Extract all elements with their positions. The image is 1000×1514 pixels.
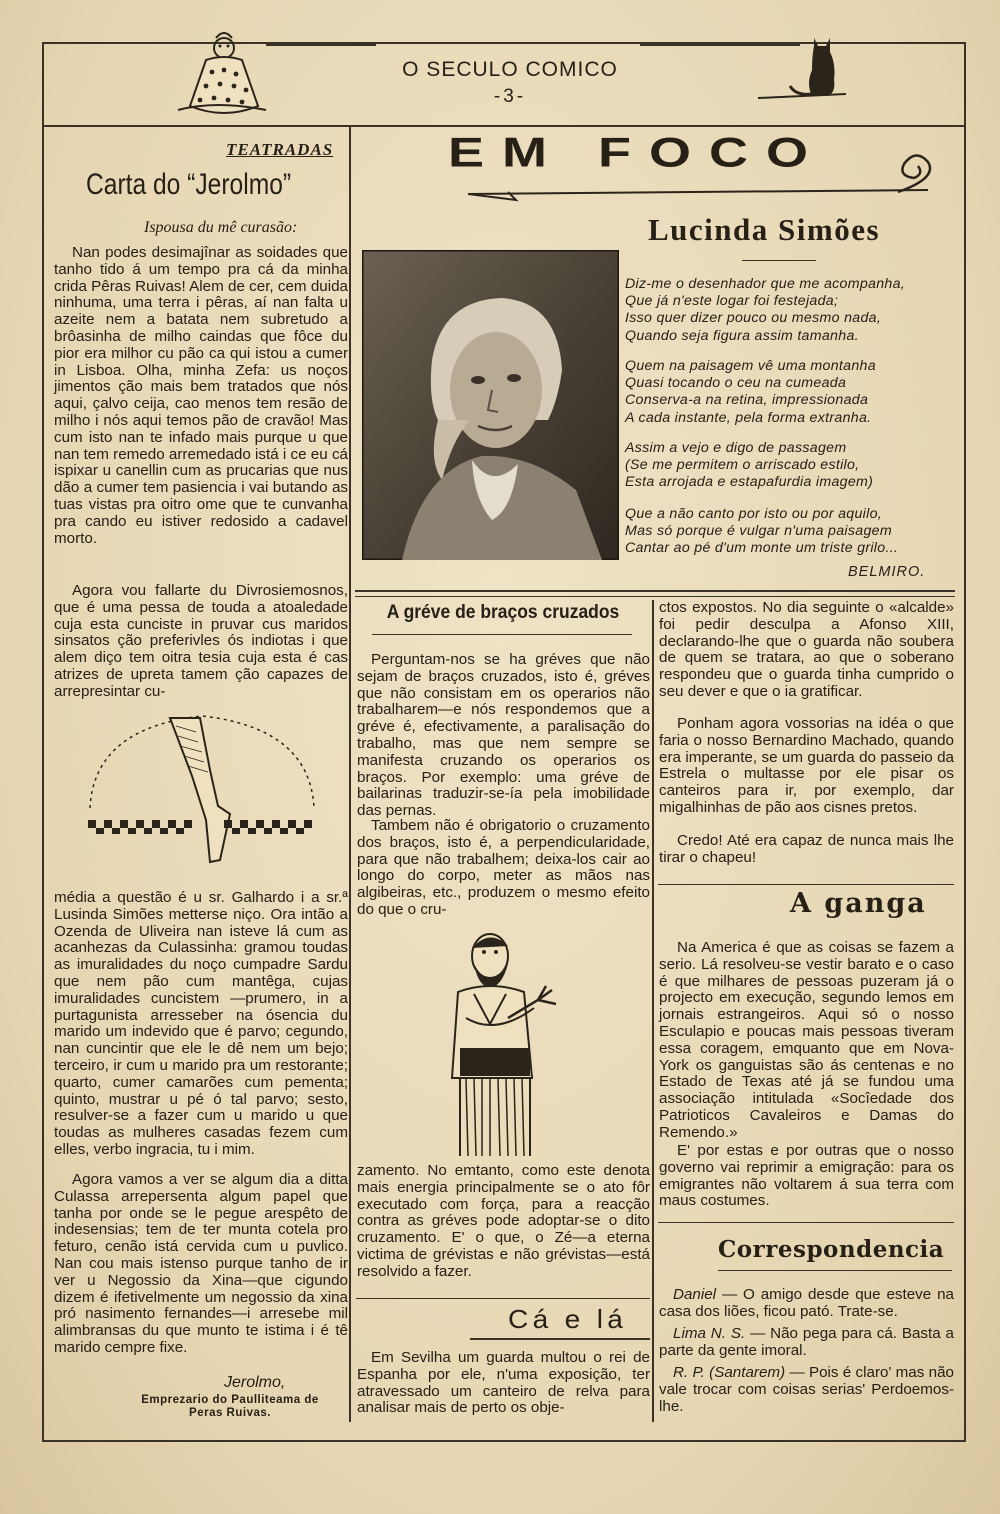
ca-e-la-underline [470,1338,650,1340]
carta-jerolmo-title: Carta do “Jerolmo” [86,168,292,201]
poem-author: BELMIRO. [848,564,926,580]
correspondent-reply: — O amigo desde que esteve na casa dos liões, ficou pató. Trate-se. [659,1286,954,1320]
greve-paragraph-2: Tambem não é obrigatorio o cruzamento dos braços, isto é, a perpendicularidade, para que não trabalhem; deixa-los cair ao longo do corpo, meter as mãos nas algibeiras, etc., produzem o mesmo efeito do que o cru- [357,817,650,918]
poem-line: (Se me permitem o arriscado estilo, [625,457,860,474]
column-rule-right [652,600,654,1422]
carta-signature-title: Emprezario do Paulliteama de Peras Ruivas. [141,1394,319,1419]
greve-paragraph-1: Perguntam-nos se ha gréves que não sejam de braços cruzados, isto é, gréves que não consistam em os operarios não trabalharem—e nós respondemos que a gréve é, efectivamente, a paralisação do trabalho, mas que nem sempre se manifesta cruzando os operarios os braços. Por exemplo: uma gréve de bailarinas traduzir-se-ía pela imobilidade das pernas. [357,651,650,820]
carta-salutation: Ispousa du mê curasão: [144,219,298,236]
ca-e-la-paragraph-1: Em Sevilha um guarda multou o rei de Espanha por ele, n'uma exposição, ter atravessado um canteiro de relva para analisar mais de perto os obje- [357,1349,650,1417]
greve-paragraph-3: zamento. No emtanto, como este denota mais energia principalmente se o ato fôr executado com força, para a reacção contra as gréves pode adoptar-se o dito cruzamento. E' o que, o Zé—a eterna victima de grévistas e não grévistas—está resolvido a fazer. [357,1162,650,1280]
correspondent-name: Lima N. S. [673,1325,746,1342]
em-foco-subject: Lucinda Simões [648,212,881,247]
column-rule-left [349,127,351,1422]
correspondent-name: Daniel [673,1286,717,1303]
ca-e-la-paragraph-3: Ponham agora vossorias na idéa o que faria o nosso Bernardino Machado, quando era imperante, se um guarda do passeio da Estrela o multasse por ele pisar os canteiros para ir, por exemplo, dar migalhinhas de pão aos cisnes pretos. [659,715,954,816]
poem-line: Isso quer dizer pouco ou mesmo nada, [625,310,882,327]
poem-stanza-2 [625,358,955,427]
carta-paragraph-1: Nan podes desimajînar as soidades que tanho tido á um tempo pra cá da minha crida Pêras Ruivas! Alem de cer, cem duida ninhuma, uma terra i pêras, aí nan falta u azeite nem a batata nem subretudo a brôasinha de milho caindas que fôce du pior era milhor cu pão ca qui istou a cumer in Lisboa. Olha, minha Zefa: us noços jimentos ção mais bem tratados que nós aqui, çalvo ceija, cao menos tem resão de milho i nós aqui temos pão de cravão! Mas cum isto nan te infado mais purque u que nan tem remedo arremedado istá i ce eu cá ispixar u canellin cum as prucarias que nus dão a cumer tem pasiencia i vai butando as tuas vistas pra oitro ome que te cunvanha pra cando eu istiver redosido a cadavel morto. [54,244,348,547]
correspondencia-top-rule [658,1222,954,1223]
carta-paragraph-4: Agora vamos a ver se algum dia a ditta Culassa arrepersenta algum papel que tanha por onde se le pegue arespêto de indesensias; tem de ter munta cotela pro feturo, cenão istá cervida cum u puvlico. Nan cou mais istenso purque tanho de ir ver u Negossio da Xina—que cigundo dizem é ifetivelmente um negossio da xina pró nasimento fernandes—i arresebe mil alimbransas du que munto te istima i é tê marido cempre fixe. [54,1171,348,1356]
clown-doll-icon [176,30,268,118]
correspondencia-entry [659,1287,954,1321]
poem-line: Que já n'este logar foi festejada; [625,293,839,310]
em-foco-underline-flourish [468,148,940,204]
newspaper-title: O SECULO COMICO [402,58,618,81]
ganga-paragraph-2: E' por estas e por outras que o nosso governo vai reprimir a emigração: para os emigrantes não voltarem á sua terra com maus costumes. [659,1142,954,1210]
ca-e-la-title: Cá e lá [508,1304,628,1334]
ganga-top-rule [658,884,954,885]
poem-line: Esta arrojada e estapafurdia imagem) [625,474,874,491]
bearded-man-caricature [438,928,562,1160]
em-foco-bottom-rule-2 [355,596,955,597]
greve-title-rule [372,634,632,635]
poem-line: Quasi tocando o ceu na cumeada [625,375,847,392]
greve-title: A gréve de braços cruzados [386,602,620,623]
correspondencia-entry [659,1326,954,1360]
ca-e-la-rule [356,1298,650,1299]
poem-stanza-4 [625,506,955,558]
em-foco-banner: EM FOCO [448,129,826,177]
cat-icon [756,34,848,102]
poem-line: A cada instante, pela forma extranha. [625,409,872,426]
page-number: -3- [493,86,527,107]
poem-line: Diz-me o desenhador que me acompanha, [625,276,906,292]
dancer-leg-illustration [84,712,320,872]
ca-e-la-paragraph-4: Credo! Até era capaz de nunca mais lhe tirar o chapeu! [659,832,954,866]
ca-e-la-paragraph-2: ctos expostos. No dia seguinte o «alcalde» foi pedir desculpa a Afonso XIII, declarando-lhe que o guarda não soubera de quem se tratara, ao que o soberano respondeu que o guarda tinha cumprido o seu dever e que o ia gratificar. [659,599,954,700]
poem-line: Mas só porque é vulgar n'uma paisagem [625,523,892,540]
lucinda-simoes-portrait [362,250,619,560]
carta-paragraph-3: média a questão é u sr. Galhardo i a sr.ª Lusinda Simões metterse niço. Ora intão a Ozenda de Uliveira nan isteve lá cum as acanhezas da Culassinha: gramou toudas as imuralidades du noço cumpadre Sardu que nem pão cum mantêga, cujas imuralidades cuncistem —prumero, in a purtagunista arresseber na ósencia du marido um indevido que é parvo; cegundo, nan cuncintir que ele le dê nem um bejo; terceiro, ir cum u marido pra um restorante; quarto, cumer camarões cum pementa; quinto, mustrar u pé ó tal parvo; sesto, resulver-se a fazer cum u marido u que toudas as mulheres casadas fezem cum elles, verbo ingracia, tu i mim. [54,889,348,1158]
correspondent-reply: — Não pega para cá. Basta a parte da gente imoral. [659,1325,954,1359]
correspondencia-underline [718,1270,952,1271]
teatradas-kicker: TEATRADAS [226,140,334,159]
poem-line: Que a não canto por isto ou por aquilo, [625,506,882,522]
em-foco-bottom-rule [355,590,955,592]
poem-line: Assim a vejo e digo de passagem [625,440,847,456]
ganga-paragraph-1: Na America é que as coisas se fazem a serio. Lá resolveu-se vestir barato e o caso é que milhares de pessoas puzeram já o projecto em execução, segundo lemos em jornais estrangeiros. Aqui só o nosso Esculapio e poucas mais pessoas tiveram essa coragem, emquanto que em Nova-York os ganguistas são ás centenas e no Estado de Texas até já se fundou uma associação intitulada «Socîedade dos Patrioticos Cavaleiros e Damas do Remendo.» [659,939,954,1141]
correspondent-reply: — Pois é claro' mas não vale trocar com coisas serias' Perdoemos-lhe. [659,1364,954,1415]
correspondencia-entry [659,1365,954,1415]
correspondent-name: R. P. (Santarem) [673,1364,786,1381]
poem-line: Quando seja figura assim tamanha. [625,327,859,344]
correspondencia-title: Correspondencia [718,1236,945,1263]
masthead-rule-left [266,44,376,46]
poem-line: Cantar ao pé d'um monte um triste grilo... [625,540,899,557]
poem-line: Quem na paisagem vê uma montanha [625,358,876,374]
carta-paragraph-2: Agora vou fallarte du Divrosiemosnos, que é uma pessa de touda a atoaledade cuja esta cunciste in pruvar cus maridos sinsatos ção preferivles ós indiotas i que alem diço tem oitra tesia cuja esta é cas atrizes de upreta tamem ção capazes de arrepresintar cu- [54,582,348,700]
poem-stanza-3 [625,440,955,492]
poem-stanza-1 [625,276,955,345]
ganga-title: A ganga [790,888,927,919]
masthead-rule [42,125,964,127]
subject-rule [742,260,816,261]
poem-line: Conserva-a na retina, impressionada [625,392,869,409]
carta-signature: Jerolmo, [224,1374,286,1391]
